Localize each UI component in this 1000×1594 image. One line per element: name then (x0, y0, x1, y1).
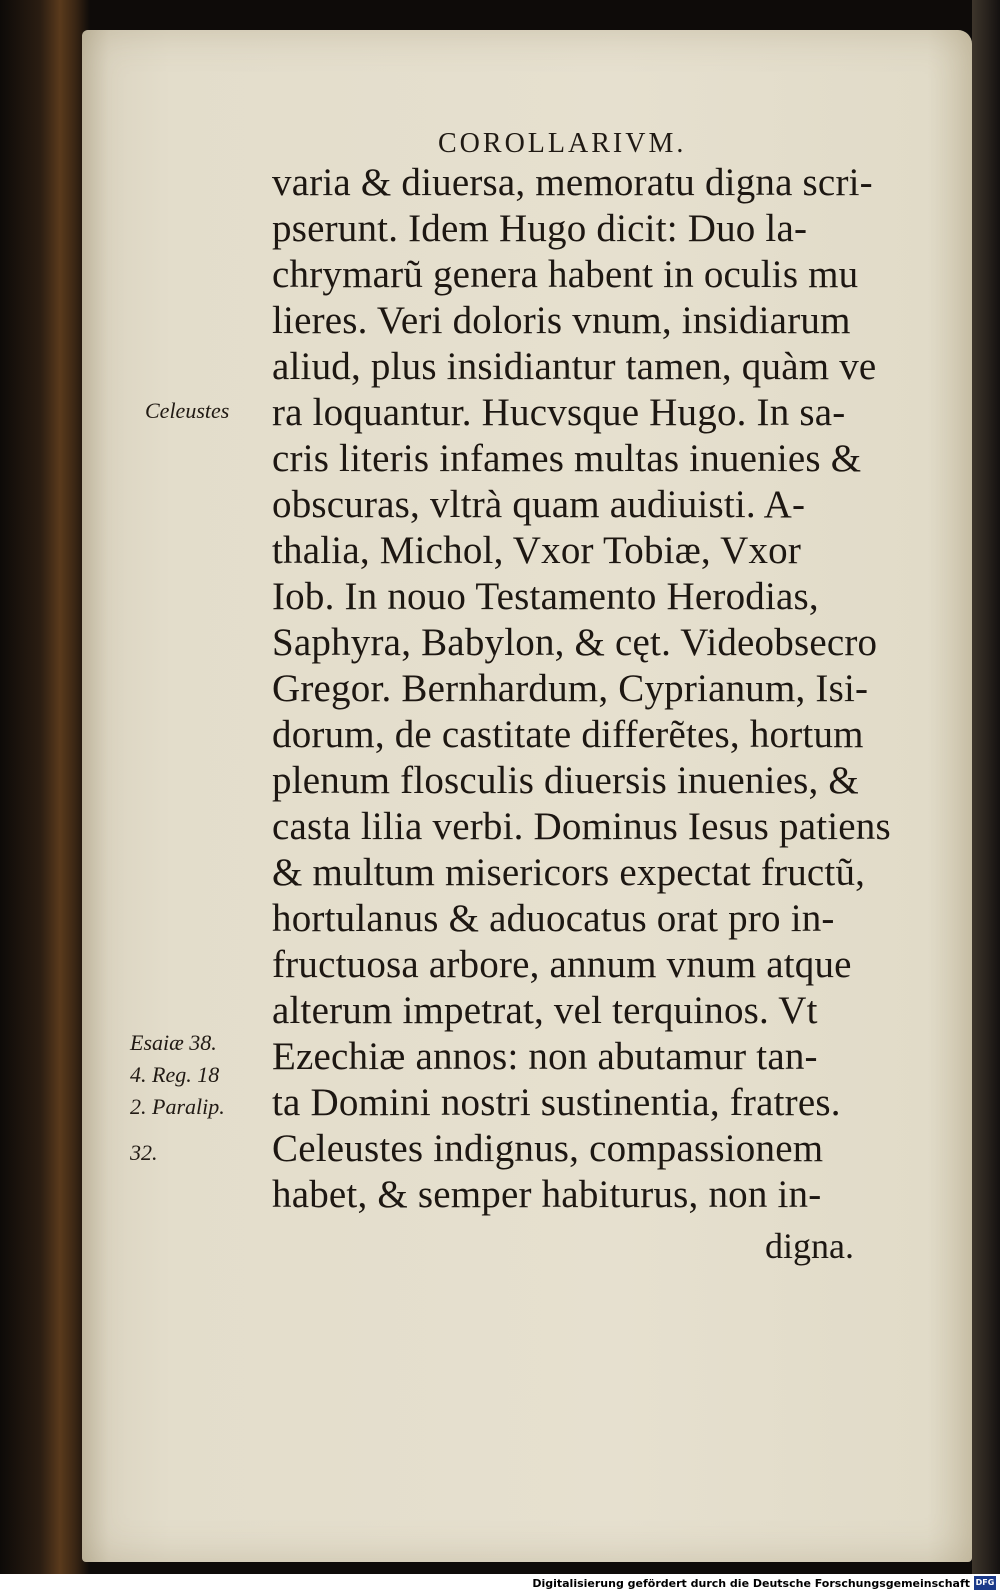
text-line: Iob. In nouo Testamento Herodias, (272, 575, 819, 618)
text-line: Saphyra, Babylon, & cęt. Videobsecro (272, 621, 878, 664)
text-line: Gregor. Bernhardum, Cyprianum, Isi- (272, 667, 869, 710)
running-head: COROLLARIVM. (438, 128, 687, 159)
text-line: hortulanus & aduocatus orat pro in- (272, 897, 835, 940)
text-line: casta lilia verbi. Dominus Iesus patiens (272, 805, 891, 848)
dfg-logo: DFG (974, 1576, 996, 1590)
text-line: plenum flosculis diuersis inuenies, & (272, 759, 859, 802)
book-edge (972, 0, 1000, 1594)
text-line: lieres. Veri doloris vnum, insidiarum (272, 299, 851, 342)
text-line: ra loquantur. Hucvsque Hugo. In sa- (272, 391, 846, 434)
text-line: aliud, plus insidiantur tamen, quàm ve (272, 345, 877, 388)
footer-credit: Digitalisierung gefördert durch die Deutsche Forschungsgemeinschaft (532, 1577, 970, 1590)
text-line: chrymarũ genera habent in oculis mu (272, 253, 859, 296)
text-line: ta Domini nostri sustinentia, fratres. (272, 1081, 841, 1124)
margin-note-32: 32. (130, 1140, 158, 1165)
text-line: varia & diuersa, memoratu digna scri- (272, 161, 873, 204)
margin-note-celeustes: Celeustes (145, 398, 230, 423)
margin-note-paralip: 2. Paralip. (130, 1094, 225, 1119)
text-line: Ezechiæ annos: non abutamur tan- (272, 1035, 818, 1078)
text-line: pserunt. Idem Hugo dicit: Duo la- (272, 207, 808, 250)
text-line: fructuosa arbore, annum vnum atque (272, 943, 852, 986)
margin-note-reg: 4. Reg. 18 (130, 1062, 220, 1087)
margin-note-esaiae: Esaiæ 38. (130, 1030, 217, 1055)
text-line: habet, & semper habiturus, non in- (272, 1173, 822, 1216)
text-line: alterum impetrat, vel terquinos. Vt (272, 989, 818, 1032)
text-line: Celeustes indignus, compassionem (272, 1127, 824, 1170)
text-line: cris literis infames multas inuenies & (272, 437, 862, 480)
catchword: digna. (765, 1226, 854, 1266)
text-line: thalia, Michol, Vxor Tobiæ, Vxor (272, 529, 802, 572)
text-line: obscuras, vltrà quam audiuisti. A- (272, 483, 806, 526)
text-line: & multum misericors expectat fructũ, (272, 851, 866, 894)
text-line: dorum, de castitate differẽtes, hortum (272, 713, 864, 756)
